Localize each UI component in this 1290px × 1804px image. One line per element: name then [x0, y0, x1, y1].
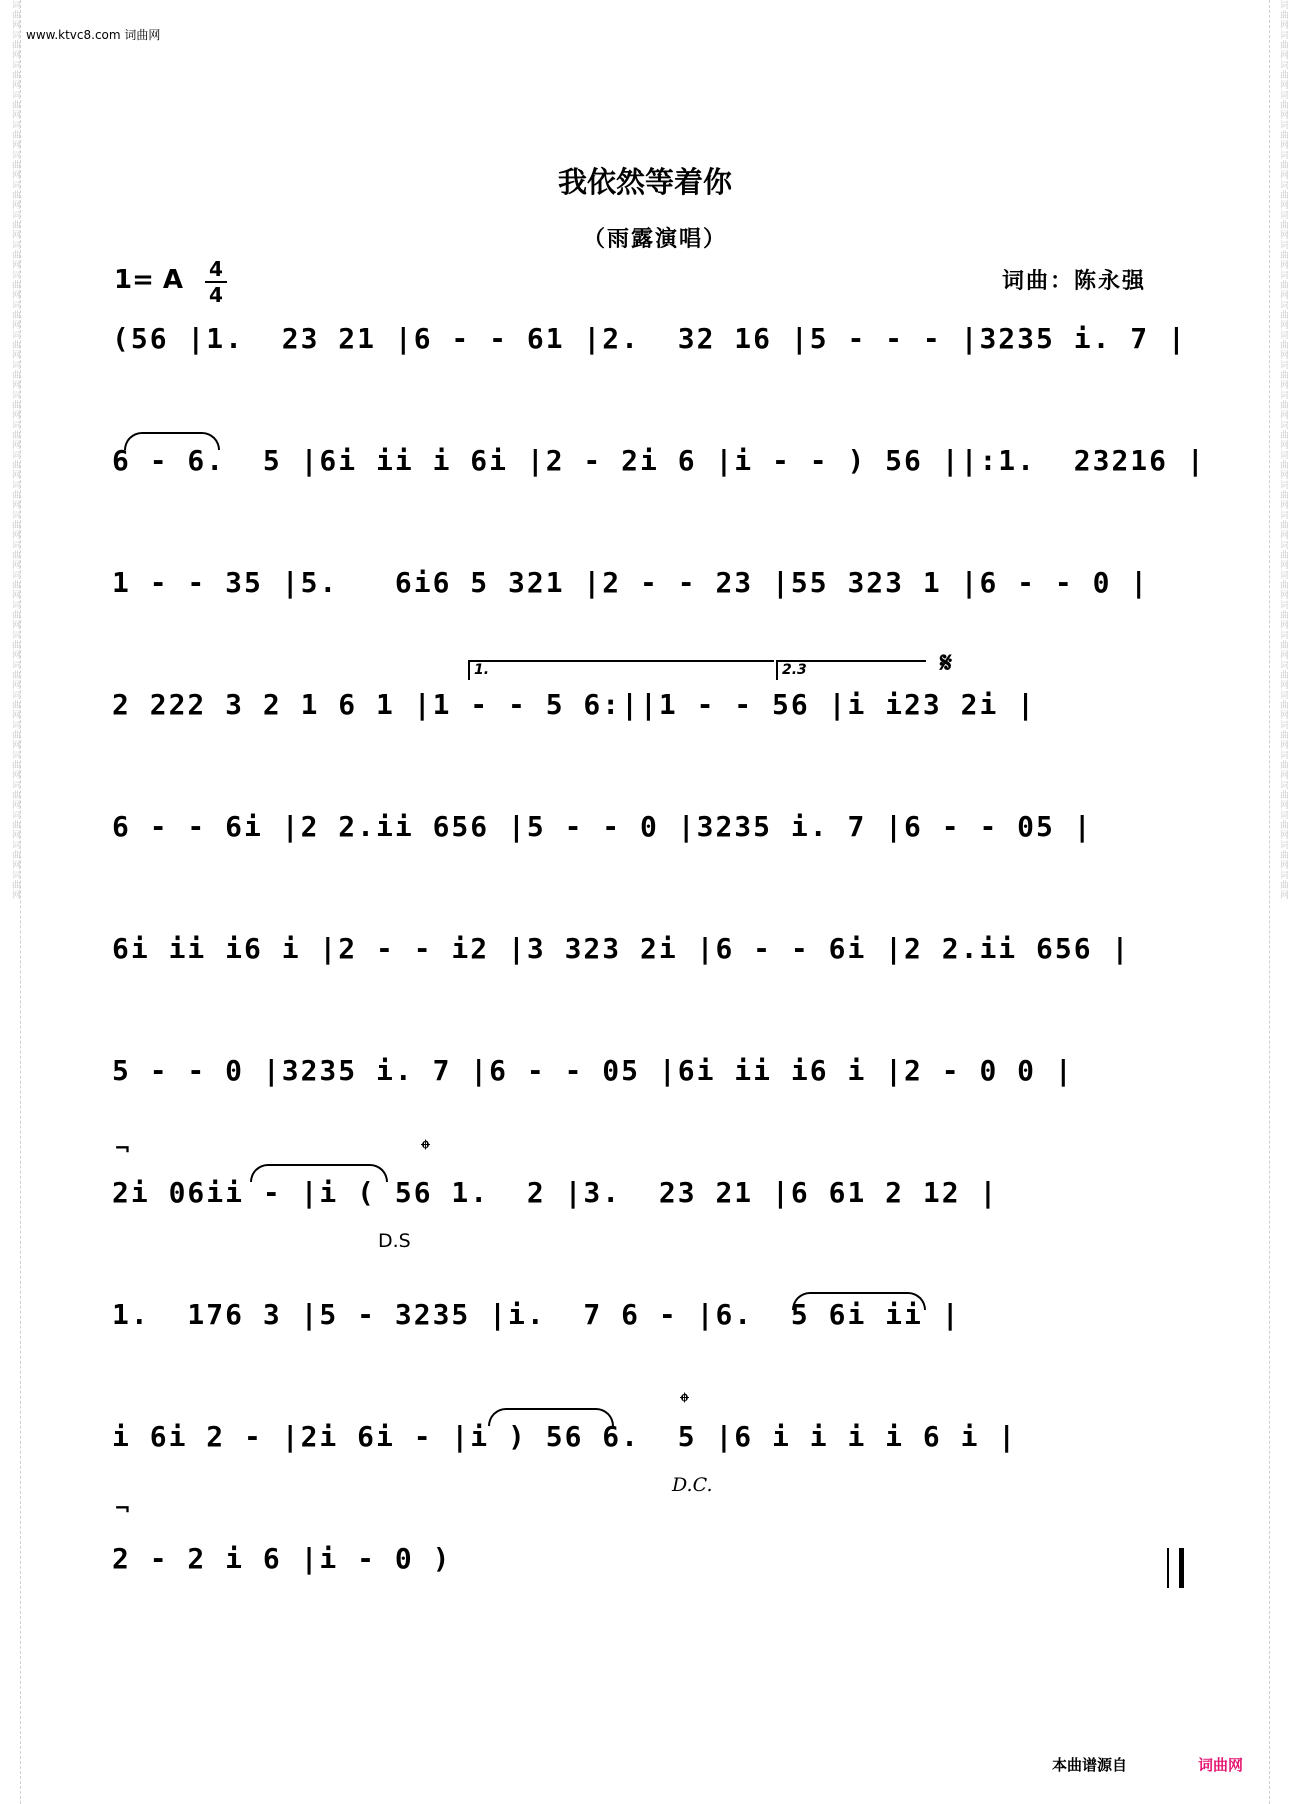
song-subtitle: （雨露演唱） — [582, 226, 727, 252]
score-row-9: 1. 176 3 |5 - 3235 |i. 7 6 - |6. 5 6i ii | — [112, 1298, 961, 1331]
left-watermark-strip: 词曲网词曲网词曲网词曲网词曲网词曲网词曲网词曲网词曲网词曲网词曲网词曲网词曲网词曲网词曲网词曲网词曲网词曲网词曲网词曲网词曲网词曲网词曲网词曲网词曲网词曲网词曲网词曲网词曲网词曲网 — [2, 0, 21, 1804]
corner-mark: ¬ — [114, 1136, 131, 1160]
score-row-10: i 6i 2 - |2i 6i - |i ) 56 6. 5 |6 i i i i 6 i | — [112, 1420, 1018, 1453]
ds-mark: D.S — [378, 1230, 411, 1252]
score-row-11: 2 - 2 i 6 |i - 0 ) — [112, 1542, 452, 1575]
song-title: 我依然等着你 — [557, 165, 732, 199]
segno-icon: 𝄋 — [940, 646, 953, 679]
score-row-4: 2 222 3 2 1 6 1 |1 - - 5 6:||1 - - 56 |i i23 2i | — [112, 688, 1037, 721]
right-watermark-strip: 词曲网词曲网词曲网词曲网词曲网词曲网词曲网词曲网词曲网词曲网词曲网词曲网词曲网词曲网词曲网词曲网词曲网词曲网词曲网词曲网词曲网词曲网词曲网词曲网词曲网词曲网词曲网词曲网词曲网词曲网 — [1269, 0, 1288, 1804]
final-barline — [1167, 1548, 1184, 1588]
footer-site-link[interactable]: 词曲网 — [1198, 1756, 1244, 1774]
tie-slur-4 — [488, 1408, 614, 1426]
key-signature: 1= A — [114, 265, 184, 295]
tie-slur-3 — [792, 1292, 926, 1310]
corner-mark-2: ¬ — [114, 1496, 131, 1520]
score-row-3: 1 - - 35 |5. 6i6 5 321 |2 - - 23 |55 323 1 |6 - - 0 | — [112, 566, 1150, 599]
volta-second-ending: 2.3 — [776, 660, 926, 680]
volta-first-ending: 1. — [468, 660, 774, 680]
site-url[interactable]: www.ktvc8.com 词曲网 — [26, 28, 161, 42]
composer-credit: 词曲：陈永强 — [1002, 268, 1147, 294]
tie-slur-2 — [250, 1164, 388, 1182]
time-signature-bottom: 4 — [209, 283, 223, 307]
score-row-2: 6 - 6. 5 |6i ii i 6i |2 - 2i 6 |i - - ) 56 ||:1. 23216 | — [112, 444, 1206, 477]
score-row-1: (56 |1. 23 21 |6 - - 61 |2. 32 16 |5 - - - |3235 i. 7 | — [112, 322, 1187, 355]
coda-icon: 𝄌 — [421, 1135, 430, 1165]
score-row-7: 5 - - 0 |3235 i. 7 |6 - - 05 |6i ii i6 i |2 - 0 0 | — [112, 1054, 1074, 1087]
dc-mark: D.C. — [672, 1474, 713, 1496]
score-row-8: 2i 06ii - |i ( 56 1. 2 |3. 23 21 |6 61 2 12 | — [112, 1176, 999, 1209]
tie-slur — [124, 432, 220, 450]
score-row-6: 6i ii i6 i |2 - - i2 |3 323 2i |6 - - 6i |2 2.ii 656 | — [112, 932, 1131, 965]
coda-icon-2: 𝄌 — [680, 1388, 689, 1418]
time-signature-top: 4 — [209, 257, 223, 281]
score-row-5: 6 - - 6i |2 2.ii 656 |5 - - 0 |3235 i. 7 |6 - - 05 | — [112, 810, 1093, 843]
footer-source-label: 本曲谱源自 — [1052, 1756, 1128, 1774]
